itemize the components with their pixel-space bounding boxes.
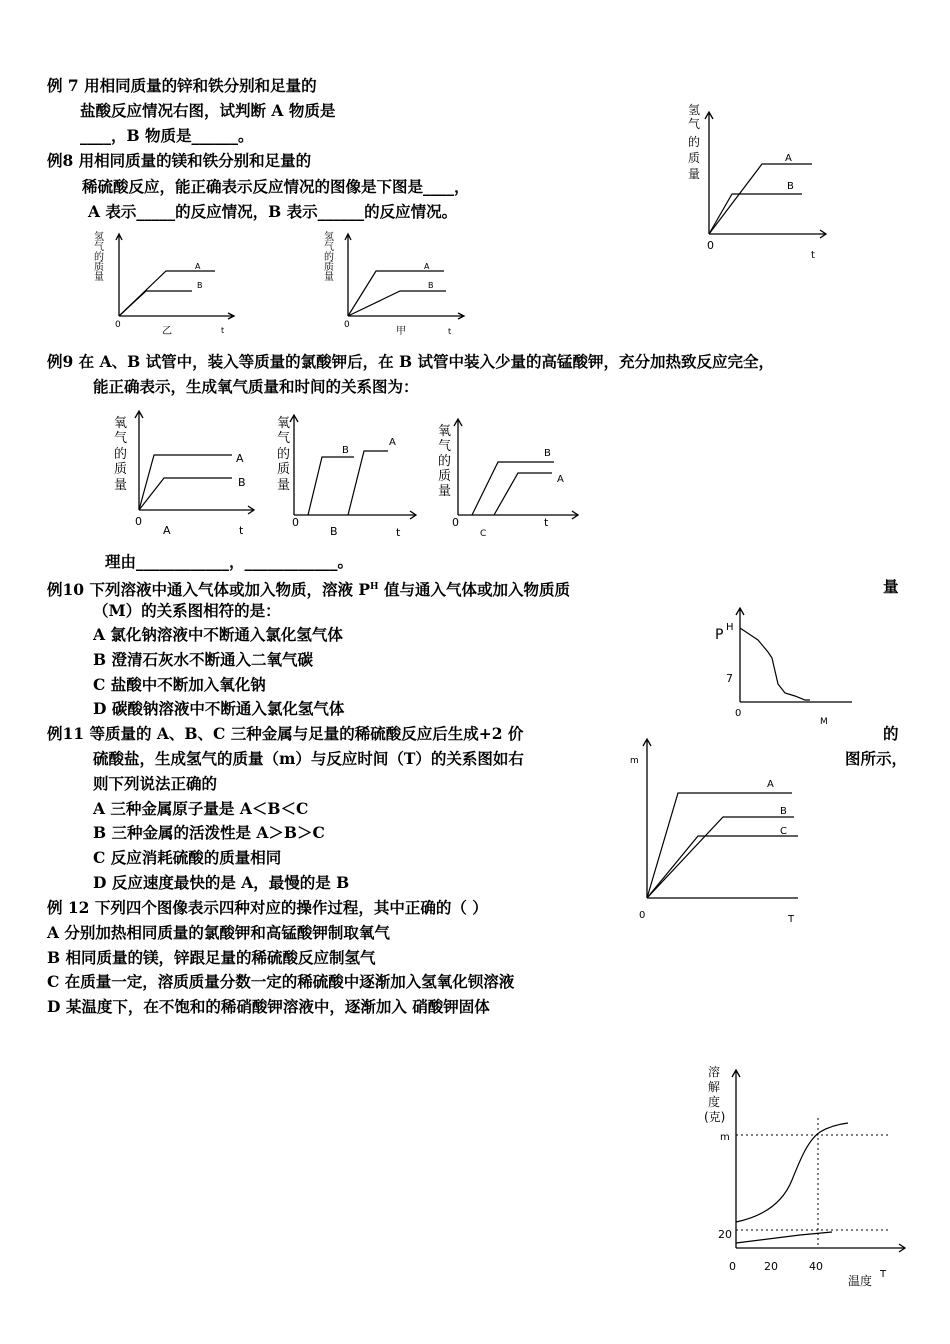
ex8-graph-yi <box>88 228 248 338</box>
sol-20-tick: 20 <box>718 1228 732 1241</box>
ex9-graph-b <box>270 405 430 540</box>
ex11-line1: 例11 等质量的 A、B、C 三种金属与足量的稀硫酸反应后生成+2 价 <box>47 724 524 743</box>
ex7-x-label: t <box>811 250 815 261</box>
ex9-b-origin: 0 <box>292 516 299 529</box>
ex9-c-ylabel-4: 质 <box>438 469 452 484</box>
ex9-graph-c <box>432 405 592 540</box>
ex11-curve-b <box>647 817 794 898</box>
ex10-ph-graph <box>710 602 860 732</box>
ex12-option-c: C 在质量一定，溶质质量分数一定的稀硫酸中逐渐加入氢氧化钡溶液 <box>47 972 515 991</box>
ex8-jia-curve-b <box>348 291 446 316</box>
solubility-graph <box>700 1060 915 1290</box>
ex9-a-caption: A <box>163 524 171 537</box>
ex7-line1: 例 7 用相同质量的锌和铁分别和足量的 <box>47 76 317 95</box>
ex7-label-b: B <box>787 181 794 192</box>
ex10-option-a: A 氯化钠溶液中不断通入氯化氢气体 <box>93 625 343 644</box>
sol-ylabel-3: 度 <box>708 1095 721 1109</box>
ex9-c-origin: 0 <box>452 516 459 529</box>
sol-x-T: T <box>880 1269 887 1280</box>
sol-ylabel-1: 溶 <box>708 1065 721 1079</box>
ex10-ph-label: P <box>715 627 724 643</box>
ex9-line1: 例9 在 A、B 试管中，装入等质量的氯酸钾后，在 B 试管中装入少量的高锰酸钾，充分加热致反应完全， <box>47 352 774 371</box>
ex8-yi-curve-a <box>119 271 215 316</box>
ex8-jia-ylabel-3: 的 <box>324 252 334 263</box>
ex10-option-d: D 碳酸钠溶液中不断通入氯化氢气体 <box>93 699 345 718</box>
ex8-jia-label-b: B <box>428 281 434 290</box>
ex10-ph-sup: H <box>726 622 734 633</box>
ex10-line2: （M）的关系图相符的是： <box>93 601 281 620</box>
ex9-a-ylabel-1: 氧 <box>114 416 128 431</box>
ex11-graph <box>628 735 818 930</box>
ex9-a-label-b: B <box>238 476 246 489</box>
ex10-ph-curve <box>740 628 810 700</box>
sol-curve-upper <box>736 1123 848 1222</box>
ex8-line2: 稀硫酸反应，能正确表示反应情况的图像是下图是____， <box>82 177 470 196</box>
ex11-line3: 则下列说法正确的 <box>93 774 218 793</box>
ex9-b-label-a: A <box>389 437 396 448</box>
ex9-c-curve-b <box>472 462 554 515</box>
ex11-line2-end: 图所示， <box>845 749 908 768</box>
ex11-x-label: T <box>788 914 795 925</box>
ex11-origin: 0 <box>639 910 646 921</box>
ex9-b-ylabel-4: 质 <box>277 462 291 477</box>
ex9-c-ylabel-1: 氧 <box>438 424 452 439</box>
ex10-option-b: B 澄清石灰水不断通入二氧气碳 <box>93 650 313 669</box>
ex12-option-a: A 分别加热相同质量的氯酸钾和高锰酸钾制取氧气 <box>47 923 390 942</box>
ex8-yi-ylabel-4: 质 <box>94 262 104 273</box>
ex10-line1: 例10 下列溶液中通入气体或加入物质，溶液 $P^H$ 值与通入气体或加入物质质 <box>47 580 570 600</box>
ex8-jia-ylabel-5: 量 <box>324 272 334 283</box>
ex11-curve-a <box>647 793 792 898</box>
ex8-graph-jia <box>318 228 478 338</box>
ex10-line1-end: 量 <box>883 577 899 596</box>
ex12-option-b: B 相同质量的镁，锌跟足量的稀硫酸反应制氢气 <box>47 948 376 967</box>
ex11-ylabel: m <box>630 756 639 766</box>
ex8-line3: A 表示_____的反应情况，B 表示______的反应情况。 <box>88 202 458 221</box>
ex9-a-curve-b <box>139 478 232 510</box>
ex10-ph-seven: 7 <box>726 672 733 685</box>
ex9-line2: 能正确表示，生成氧气质量和时间的关系图为： <box>93 377 419 396</box>
sol-x-tick-40: 40 <box>809 1260 823 1273</box>
ex10-ph-x-label: M <box>820 717 828 727</box>
ex8-yi-caption: 乙 <box>162 326 172 337</box>
sol-curve-lower <box>736 1232 832 1243</box>
ex7-ylabel-1: 氢 <box>688 103 701 117</box>
ex11-option-d: D 反应速度最快的是 A，最慢的是 B <box>93 873 350 892</box>
ex9-a-ylabel-4: 质 <box>114 462 128 477</box>
ex8-yi-x-label: t <box>221 326 225 335</box>
ex12-line1: 例 12 下列四个图像表示四种对应的操作过程，其中正确的（ ） <box>47 898 488 917</box>
sol-ylabel-4: (克) <box>704 1110 726 1124</box>
ex8-jia-ylabel-4: 质 <box>324 262 334 273</box>
ex9-c-ylabel-5: 量 <box>438 484 452 499</box>
ex9-a-label-a: A <box>236 452 244 465</box>
ex9-a-origin: 0 <box>135 515 142 528</box>
ex7-origin: 0 <box>707 239 714 252</box>
ex8-yi-ylabel-5: 量 <box>94 272 104 283</box>
sol-ylabel-2: 解 <box>708 1080 721 1094</box>
ex9-c-label-a: A <box>557 474 564 485</box>
ex9-c-x-label: t <box>544 516 549 529</box>
ex7-line2: 盐酸反应情况右图，试判断 A 物质是 <box>80 101 336 120</box>
ex9-a-ylabel-5: 量 <box>114 478 128 493</box>
ex8-jia-ylabel-2: 气 <box>324 242 334 253</box>
ex8-line1: 例8 用相同质量的镁和铁分别和足量的 <box>47 151 312 170</box>
ex9-b-ylabel-5: 量 <box>277 478 291 493</box>
ex7-ylabel-5: 量 <box>688 167 701 181</box>
ex11-label-a: A <box>767 779 774 790</box>
ex7-line3: ____，B 物质是______。 <box>80 126 254 145</box>
ex7-ylabel-4: 质 <box>688 151 701 165</box>
ex8-yi-ylabel-2: 气 <box>94 242 104 253</box>
ex8-yi-label-a: A <box>195 262 201 271</box>
ex8-yi-origin: 0 <box>115 320 121 330</box>
ex8-yi-label-b: B <box>197 281 203 290</box>
ex9-c-caption: C <box>480 529 487 539</box>
ex9-reason: 理由____________，____________。 <box>105 552 354 571</box>
ex7-curve-a <box>709 164 812 234</box>
ex9-c-label-b: B <box>544 448 551 459</box>
ex9-b-caption: B <box>330 525 338 538</box>
ex11-line2: 硫酸盐，生成氢气的质量（m）与反应时间（T）的关系图如右 <box>93 749 524 768</box>
ex8-jia-ylabel-1: 氢 <box>324 232 334 243</box>
ex11-curve-c <box>647 836 798 898</box>
ex11-label-c: C <box>780 826 787 837</box>
ex9-b-ylabel-3: 的 <box>277 447 291 462</box>
ex9-b-curve-b <box>308 457 354 515</box>
sol-x-tick-20: 20 <box>764 1260 778 1273</box>
ex8-yi-curve-b <box>119 291 192 316</box>
ex7-label-a: A <box>785 153 792 164</box>
ex8-yi-ylabel-1: 氢 <box>94 232 104 243</box>
ex9-a-ylabel-3: 的 <box>114 447 128 462</box>
ex8-jia-label-a: A <box>424 262 430 271</box>
ex7-ylabel-2: 气 <box>688 117 701 131</box>
ex8-jia-x-label: t <box>448 327 452 336</box>
ex9-graph-a <box>108 405 268 540</box>
ex9-b-ylabel-1: 氧 <box>277 416 291 431</box>
ex7-curve-b <box>709 194 802 234</box>
ex9-c-ylabel-2: 气 <box>438 439 452 454</box>
ex11-option-c: C 反应消耗硫酸的质量相同 <box>93 848 282 867</box>
ex11-line1-end: 的 <box>883 724 899 743</box>
ex10-option-c: C 盐酸中不断加入氧化钠 <box>93 675 266 694</box>
ex9-b-ylabel-2: 气 <box>277 431 291 446</box>
ex7-graph <box>680 100 840 265</box>
ex9-c-ylabel-3: 的 <box>438 454 452 469</box>
ex10-ph-origin: 0 <box>735 708 742 719</box>
ex9-a-curve-a <box>139 455 232 510</box>
ex11-label-b: B <box>780 806 787 817</box>
ex8-jia-caption: 甲 <box>396 326 406 337</box>
ex9-a-ylabel-2: 气 <box>114 431 128 446</box>
ex8-jia-origin: 0 <box>344 320 350 330</box>
ex8-yi-ylabel-3: 的 <box>94 252 104 263</box>
ex9-c-curve-a <box>494 473 552 515</box>
ex9-b-label-b: B <box>342 445 349 456</box>
ex9-b-curve-a <box>348 451 388 515</box>
ex9-b-x-label: t <box>396 526 401 539</box>
sol-x-tick-0: 0 <box>729 1260 736 1273</box>
ex11-option-b: B 三种金属的活泼性是 A＞B＞C <box>93 823 325 842</box>
ex9-a-x-label: t <box>239 524 244 537</box>
ex11-option-a: A 三种金属原子量是 A＜B＜C <box>93 799 309 818</box>
sol-m-tick: m <box>720 1132 730 1143</box>
sol-x-label: 温度 <box>848 1274 873 1288</box>
ex7-ylabel-3: 的 <box>688 135 701 149</box>
ex12-option-d: D 某温度下，在不饱和的稀硝酸钾溶液中，逐渐加入 硝酸钾固体 <box>47 997 490 1016</box>
